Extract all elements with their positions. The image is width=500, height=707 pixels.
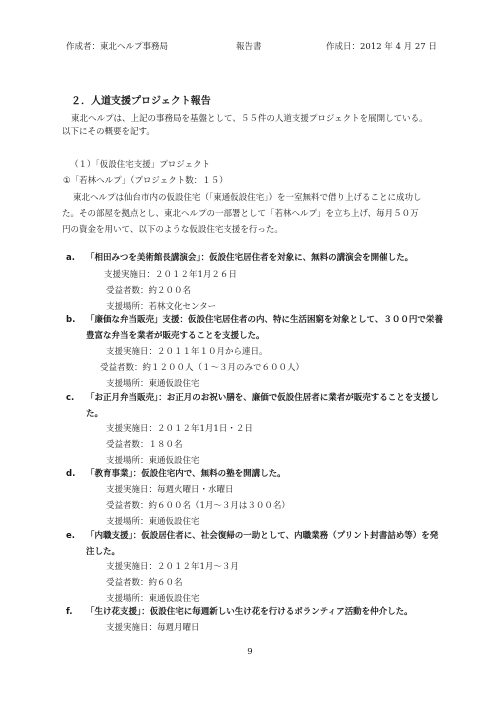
item-b-line-1: 「廉価な弁当販売」支援：仮設住宅居住者の内、特に生活困窮を対象として、３００円で栄養 (86, 315, 443, 325)
item-c-line-2: た。 (86, 409, 104, 419)
item-d-line-1: 「教育事業」：仮設住宅内で、無料の塾を開講した。 (86, 469, 286, 479)
item-a-detail-date: 支援実施日：２０１２年1月２６日 (104, 270, 237, 280)
item-marker-e: e. (66, 531, 75, 541)
item-d-detail-place: 支援場所：東通仮設住宅 (106, 517, 200, 527)
item-a-line-1: 「相田みつを美術館長講演会」：仮設住宅居住者を対象に、無料の講演会を開催した。 (86, 253, 414, 263)
item-d-detail-date: 支援実施日：毎週火曜日・水曜日 (106, 485, 234, 495)
item-f-line-1: 「生け花支援」：仮設住宅に毎週新しい生け花を行けるボランティア活動を仲介した。 (86, 607, 413, 617)
item-marker-d: d. (66, 469, 76, 479)
page-number: 9 (247, 647, 253, 657)
item-e-detail-beneficiaries: 受益者数：約６０名 (106, 578, 183, 588)
item-e-line-1: 「内職支援」：仮設居住者に、社会復帰の一助として、内職業務（プリント封書詰め等）を発 (86, 531, 439, 541)
header-date: 作成日：2012 年 4 月 27 日 (326, 42, 437, 52)
item-a-detail-place: 支援場所：若林文化センター (106, 302, 217, 312)
item-b-line-2: 豊富な弁当を業者が販売することを支援した。 (86, 331, 265, 341)
item-c-detail-place: 支援場所：東通仮設住宅 (106, 456, 200, 466)
item-marker-b: b. (66, 315, 76, 325)
project-paragraph-line-1: 東北ヘルプは仙台市内の仮設住宅（「東通仮設住宅」）を一室無料で借り上げることに成功し (73, 193, 422, 203)
item-e-line-2: 注した。 (86, 547, 121, 557)
item-marker-a: a. (66, 253, 75, 263)
item-d-detail-beneficiaries: 受益者数：約６００名（1月～３月は３００名） (106, 501, 290, 511)
item-e-detail-date: 支援実施日：２０１２年1月～３月 (106, 562, 239, 572)
item-c-detail-beneficiaries: 受益者数：１８０名 (106, 440, 183, 450)
header-doc-type: 報告書 (236, 42, 262, 52)
item-marker-c: c. (66, 393, 75, 403)
item-e-detail-place: 支援場所：東通仮設住宅 (106, 594, 200, 604)
item-b-detail-beneficiaries: 受益者数：約１２００人（１～３月のみで６００人） (100, 363, 305, 373)
header-author: 作成者：東北ヘルプ事務局 (66, 42, 169, 52)
item-marker-f: f. (66, 607, 73, 617)
section-intro-line-2: 以下にその概要を記す。 (62, 127, 155, 137)
item-a-detail-beneficiaries: 受益者数：約２００名 (106, 286, 192, 296)
item-b-detail-date: 支援実施日：２０１１年１０月から連日。 (106, 347, 268, 357)
item-b-detail-place: 支援場所：東通仮設住宅 (106, 379, 200, 389)
project-paragraph-line-3: 円の資金を用いて、以下のような仮設住宅支援を行った。 (62, 225, 283, 235)
item-c-line-1: 「お正月弁当販売」：お正月のお祝い膳を、廉価で仮設住居者に業者が販売することを支援し (86, 393, 439, 403)
item-f-detail-date: 支援実施日：毎週月曜日 (106, 623, 200, 633)
section-title: ２．人道支援プロジェクト報告 (71, 96, 211, 107)
item-c-detail-date: 支援実施日：２０１２年1月1日・２日 (106, 424, 253, 434)
project-paragraph-line-2: た。その部屋を拠点とし、東北ヘルプの一部署として「若林ヘルプ」を立ち上げ、毎月５０万 (62, 209, 419, 219)
section-intro-line-1: 東北ヘルプは、上記の事務局を基盤として、５５件の人道支援プロジェクトを展開している。 (71, 114, 428, 124)
subsection-title: （１）「仮設住宅支援」プロジェクト (70, 160, 211, 170)
project-title: ①「若林ヘルプ」（プロジェクト数：１５） (63, 176, 228, 186)
